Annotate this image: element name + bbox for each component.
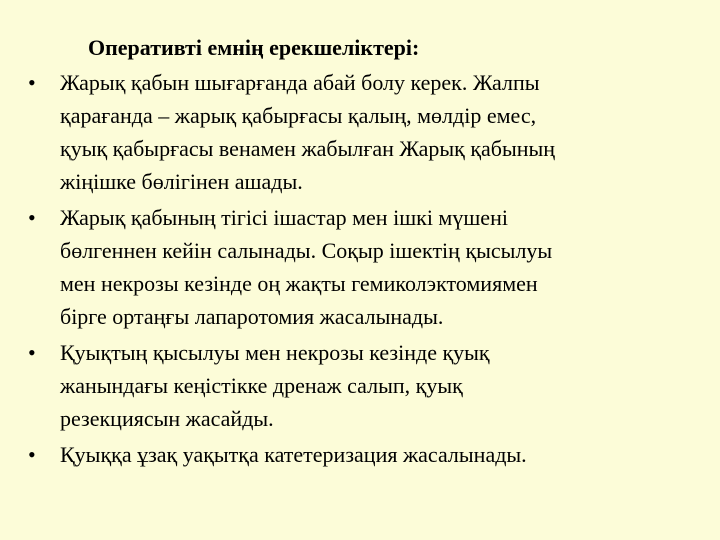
bullet-4-line-1: Қуыққа ұзақ уақытқа катетеризация жасалынады. xyxy=(60,442,527,467)
bullet-3-line-1: Қуықтың қысылуы мен некрозы кезінде қуық xyxy=(60,340,490,365)
bullet-2-line-4: бірге ортаңғы лапаротомия жасалынады. xyxy=(60,304,444,329)
bullet-1-line-4: жіңішке бөлігінен ашады. xyxy=(60,169,303,194)
bullet-2-line-1: Жарық қабының тігісі ішастар мен ішкі мүшені xyxy=(60,205,508,230)
slide-title: Оперативті емнің ерекшеліктері: xyxy=(88,35,420,60)
bullet-3-line-3: резекциясын жасайды. xyxy=(60,406,274,431)
bullet-marker: • xyxy=(28,205,36,230)
bullet-item-4 xyxy=(24,438,704,471)
bullet-2-line-2: бөлгеннен кейін салынады. Соқыр ішектің қысылуы xyxy=(60,238,553,263)
bullet-3-line-2: жанындағы кеңістікке дренаж салып, қуық xyxy=(60,373,463,398)
bullet-1-line-2: қарағанда – жарық қабырғасы қалың, мөлдір емес, xyxy=(60,103,537,128)
bullet-item-3 xyxy=(24,336,704,435)
bullet-1-line-3: қуық қабырғасы венамен жабылған Жарық қабының xyxy=(60,136,556,161)
bullet-marker: • xyxy=(28,340,36,365)
bullet-marker: • xyxy=(28,70,36,95)
bullet-item-2 xyxy=(24,201,704,333)
bullet-2-line-3: мен некрозы кезінде оң жақты гемиколэктомиямен xyxy=(60,271,538,296)
bullet-item-1 xyxy=(24,66,704,198)
bullet-marker: • xyxy=(28,442,36,467)
bullet-list xyxy=(24,66,704,474)
bullet-1-line-1: Жарық қабын шығарғанда абай болу керек. Жалпы xyxy=(60,70,540,95)
